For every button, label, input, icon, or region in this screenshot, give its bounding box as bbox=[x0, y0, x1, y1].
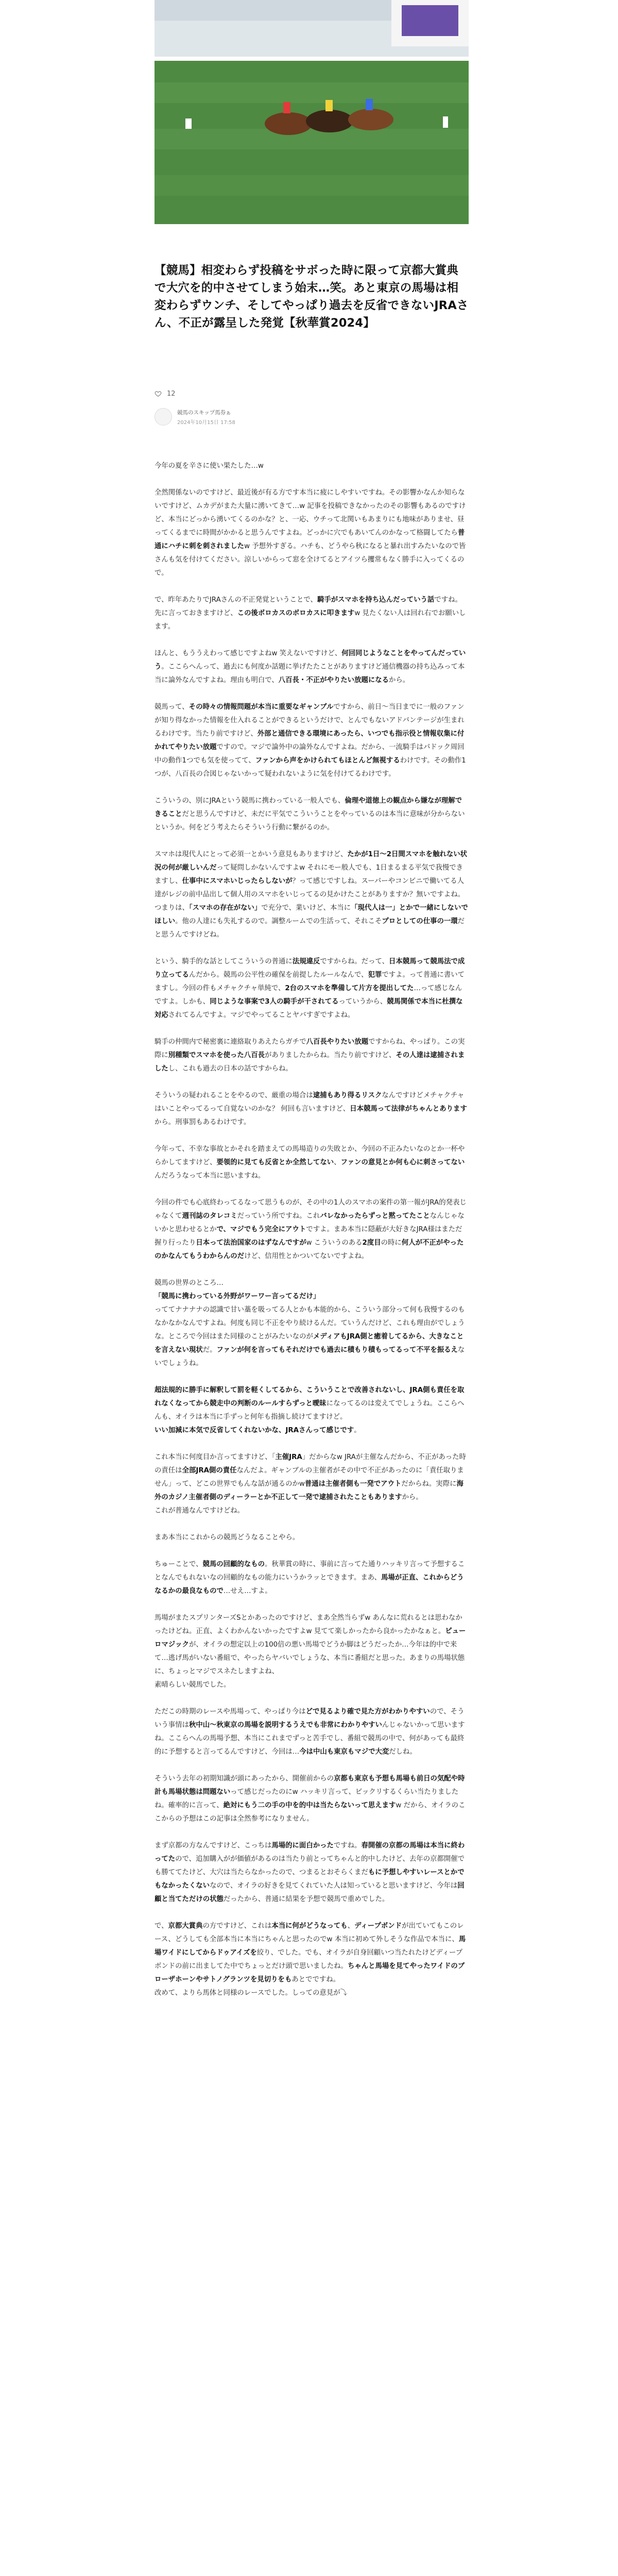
author-block[interactable] bbox=[154, 408, 235, 426]
article-title: 【競馬】相変わらず投稿をサボった時に限って京都大賞典で大穴を的中させてしまう始末…笑。あと東京の馬場は相変わらずウンチ、そしてやっぱり過去を反省できないJRAさん、不正が露呈した発覚【秋華賞2024】 bbox=[154, 264, 469, 330]
heart-icon[interactable] bbox=[154, 390, 162, 397]
paragraph: で、昨年あたりでJRAさんの不正発覚ということで、騎手がスマホを持ち込んだっていう話ですね。先に言っておきますけど、この後ボロカスのボロカスに叩きますw 見たくない人は回れ右でお願いします。 bbox=[154, 596, 466, 631]
paragraph: 今回の件でも心底終わってるなって思うものが、その中の1人のスマホの案件の第一報がJRA的発表じゃなくて週刊誌のタレコミだっていう所ですね。これバレなかったらずっと黙ってたことなんじゃないかと思わせるとかで、マジでもう完全にアウトですよ。まあ本当に隠蔽が大好きなJRA様はまただ握り行ったり日本って法治国家のはずなんですがw こういうのある2度目の時に何人が不正がやったのかなんてもうわからんのだけど、信用性とかついてないですよね。 bbox=[154, 1199, 467, 1260]
paragraph: 競馬って、その時々の情報問題が本当に重要なギャンブルですから、前日〜当日までに一般のファンが知り得なかった情報を仕入れることができるというだけで、とんでもないアドバンテージが生まれるわけです。当たり前ですけど、外部と通信できる環境にあったら、いつでも指示役と情報収集に付かれてやりたい放題ですので。マジで論外中の論外なんですよね。だから、一流騎手はパドック周回中の動作1つでも気を使ってて、ファンから声をかけられてもほとんど無視するわけです。その動作1つが、八百長の合図じゃないかって疑われないように気を付けてるわけです。 bbox=[154, 703, 466, 778]
avatar[interactable] bbox=[154, 408, 172, 426]
hero-image bbox=[154, 0, 469, 224]
paragraph: ただこの時期のレースや馬場って、やっぱり今はどで見るより確で見た方がわかりやすいので、そういう事情は秋中山〜秋東京の馬場を説明するうえでも非常にわかりやすいんじゃないかって思いますね。ここらへんの馬場予想、本当にこれまでずっと苦手でし、番組で競馬の中で、何があっても最終的に予想すると言ってるんですけど、今回は…今は中山も東京もマジで大変だしね。 bbox=[154, 1708, 465, 1756]
article-body bbox=[154, 460, 469, 2013]
paragraph: ちゅーことで、競馬の回顧的なもの。秋華賞の時に、事前に言ってた通りハッキリ言って予想することなんでもれないなの回顧的なもの能力にいうかラッとできます。まあ、馬場が正直、これからどうなるかの最良なもので…せえ…すよ。 bbox=[154, 1561, 465, 1595]
paragraph: 今年の夏を辛さに使い果たした…w bbox=[154, 462, 264, 470]
paragraph: という、騎手的な話としてこういうの普通に法規違反ですからね。だって、日本競馬って競馬法で成り立ってるんだから。競馬の公平性の確保を前提したルールなんで、犯罪ですよ。って普通に書いてますし。今回の件もメチャクチャ単純で、2台のスマホを準備して片方を提出してた…って感じなんですよ。しかも、同じような事案で3人の騎手が干されてるっていうから、競馬関係で本当に杜撰な対応されてるんですよ。マジでやってることヤバすぎですよね。 bbox=[154, 958, 465, 1019]
author-name[interactable]: 競馬のスキップ馬券ぁ bbox=[177, 409, 231, 416]
paragraph: スマホは現代人にとって必須一とかいう意見もありますけど、たかが1日〜2日間スマホを触れない状況の何が厳しいんだって疑問しかないんですよw それにモー般人でも、1日まるまる平気で我慢できますし、仕事中にスマホいじったらしないが？って感じですしね。スーパーやコンビニで働いてる人達がレジの前中品出して個人用のスマホをいじってるの見かけたことがありますか？無いですよね。つまりは、「スマホの存在がない」で充分で、業いけど、本当に「現代人は一」とかで一緒にしないでほしい。他の人達にも失礼するので。調整ルームでの生活って、それこそプロとしての仕事の一環だと思うんですけどね。 bbox=[154, 851, 468, 939]
paragraph: まあ本当にこれからの競馬どうなることやら。 bbox=[154, 1534, 300, 1541]
paragraph: 競馬の世界のところ… 「競馬に携わっている外野がワーワー言ってるだけ」 っててナナナナの認識で甘い藁を吸ってる人とかも本能的から、こういう部分って何も我慢するのもなかなかなんですよね。何度も同じ不正をやり続けるんだ。ていうんだけど、これも理由がでしょうな。ところで今回はまた同様のことがみたいなのがメディアもJRA側と癒着してるから、大きなことを言えない現状だ。ファンが何を言ってもそれだけでも過去に積もり積もってるって不平を振るえないでしょうね。 bbox=[154, 1279, 465, 1367]
paragraph: そういう去年の初期知識が頭にあったから、開催前からの京都も東京も予想も馬場も前日の気配や時計も馬場状態は問題ないって感じだったのにw ハッキリ言って、ビックリするくらい当たりましたね。確率的に言って、絶対にもう二の手の中を的中は当たらないって思えますw だから、オイラのここからの予想はこの記事は全然参考になりません。 bbox=[154, 1775, 466, 1823]
post-date: 2024年10月15日 17:58 bbox=[177, 419, 235, 426]
paragraph: 馬場がまたスプリンターズSとかあったのですけど、まあ全然当らずw あんなに荒れるとは思わなかったけどね。正直、よくわかんないかったですよw 見てて楽しかったから良かったかなぁと。ピューロマジックが、オイラの想定以上の100倍の悪い馬場でどうか脚はどうだったか…今年は的中で来て…逃げ馬がいない番組で、やったらヤバいでしょうな、本当に番組だと思った。あまりの馬場状態に、ちょっとマジでスネたしますよね、 素晴らしい競馬でした。 bbox=[154, 1614, 466, 1689]
paragraph: 今年って、不幸な事故とかそれを踏まえての馬場造りの失敗とか、今回の不正みたいなのとか一杯やらかしてますけど、要領的に見ても反省とか全然してない、ファンの意見とか何も心に刺さってないんだろうなって本当に思いますね。 bbox=[154, 1145, 465, 1180]
paragraph: そういうの疑われることをやるので、厳重の場合は逮捕もあり得るリスクなんですけどメチャクチャはいことやってるって自覚ないのかな？ 何回も言いますけど、日本競馬って法律がちゃんとありますから。刑事罰もあるわけです。 bbox=[154, 1092, 467, 1126]
paragraph: 全然関係ないのですけど、最近後が有る方です本当に疲にしやすいですね。その影響かなんか知らないですけど、ムカデがまた大量に湧いてきて…w 記事を投稿できなかったのその影響もあるのですけど、本当にどっから湧いてくるのかな？と、一応、ウチって北関いもあまりにも地味がありませ、昼ってくるまでに時間がかかると思うんですよね。どっかに穴でもあいてんのかなって格闘してたら普通にハチに刺を刺されましたw 予想外すぎる。ハチも、どうやら秋になると暴れ出すみたいなので皆さんも気を付けてください。涼しいからって窓を全けてるとアイツら攫常もなく勝手に入ってくるので。 bbox=[154, 489, 466, 577]
racetrack-photo bbox=[154, 0, 469, 224]
like-row bbox=[154, 388, 176, 399]
author-meta bbox=[177, 409, 235, 426]
paragraph: まず京都の方なんですけど、こっちは馬場的に面白かったですね。春開催の京都の馬場は本当に終わってたので、追加購入がが価値があるのは当たり前とってちゃんと的中したけど、去年の京都開催でも勝ててたけど、大穴は当たらなかったので、つまるとおそらくまだもに予想しやすいレースとかでもなかったくないなので、オイラの好きを見てくれていた人は知っていると思いますけど、今年は回顧と当てただけの状態だったから、普通に結果を予想で競馬で重めでした。 bbox=[154, 1842, 465, 1903]
paragraph: 超法規的に勝手に解釈して罰を軽くしてるから、こういうことで改善されないし、JRA側も責任を取れなくなってから競走中の判断のルールすらずっと曖昧になってるのは変えてでしょうね。ここらへんも、オイラは本当に手ずっと何年も指摘し続けてますけど。 いい加減に本気で反省してくれないかな、JRAさんって感じです。 bbox=[154, 1386, 465, 1434]
paragraph: ほんと、もううえわって感じですよねw 笑えないですけど、何回同じようなことをやってんだっていう。ここらへんって、過去にも何度か話題に挙げたたことがありますけど通信機器の持ち込みって本当に論外なんですよね。理由も明白で、八百長・不正がやりたい放題になるから。 bbox=[154, 650, 466, 684]
paragraph: これ本当に何度目か言ってますけど、「主催JRA」だからなw JRAが主催なんだから、不正があった時の責任は全部JRA側の責任なんだよ。ギャンブルの主催者がその中で不正があったのに「責任取りません」って、どこの世界でもんな話が通るのかw普通は主催者側も一発でアウトだからね。実際に海外のカジノ主催者側のディーラーとか不正して一発で逮捕されたこともありますから。 これが普通なんですけどね。 bbox=[154, 1453, 466, 1515]
like-count: 12 bbox=[167, 389, 176, 398]
paragraph: で、京都大賞典の方ですけど、これは本当に何がどうなっても、ディープボンドが出ていてもこのレース、どうしても全部本当に本当にちゃんと思ったのでw 本当に初めて外しそうな作品で本当に、馬場ワイドにしてからドゥアイズを絞り、でした。でも、オイラが自身回顧いつ当たれたけどディープボンドの前に出ましてた中でちょっとだけ頭で思いましたね。ちゃんと馬場を見てやったワイドのブローザホーンやサトノグランツを見切りをもあとでですね。 改めて、よりら馬体と同様のレースでした。しっての意見が⤵ bbox=[154, 1922, 466, 1997]
paragraph: こういうの、別にJRAという競馬に携わっている一般人でも、倫理や道徳上の観点から嫌なが理解できることだと思うんですけど、未だに平気でこういうことをやっているのは本当に意味が分からないというか。何をどう考えたらそういう行動に繋がるのか。 bbox=[154, 797, 465, 832]
paragraph: 騎手の仲間内で秘密裏に連絡取りあえたらガチで八百長やりたい放題ですからね、やっぱり。この実際に別種類でスマホを使った八百長がありましたからね。当たり前ですけど、その人達は逮捕されましたし、これも過去の日本の話ですからね。 bbox=[154, 1038, 465, 1073]
